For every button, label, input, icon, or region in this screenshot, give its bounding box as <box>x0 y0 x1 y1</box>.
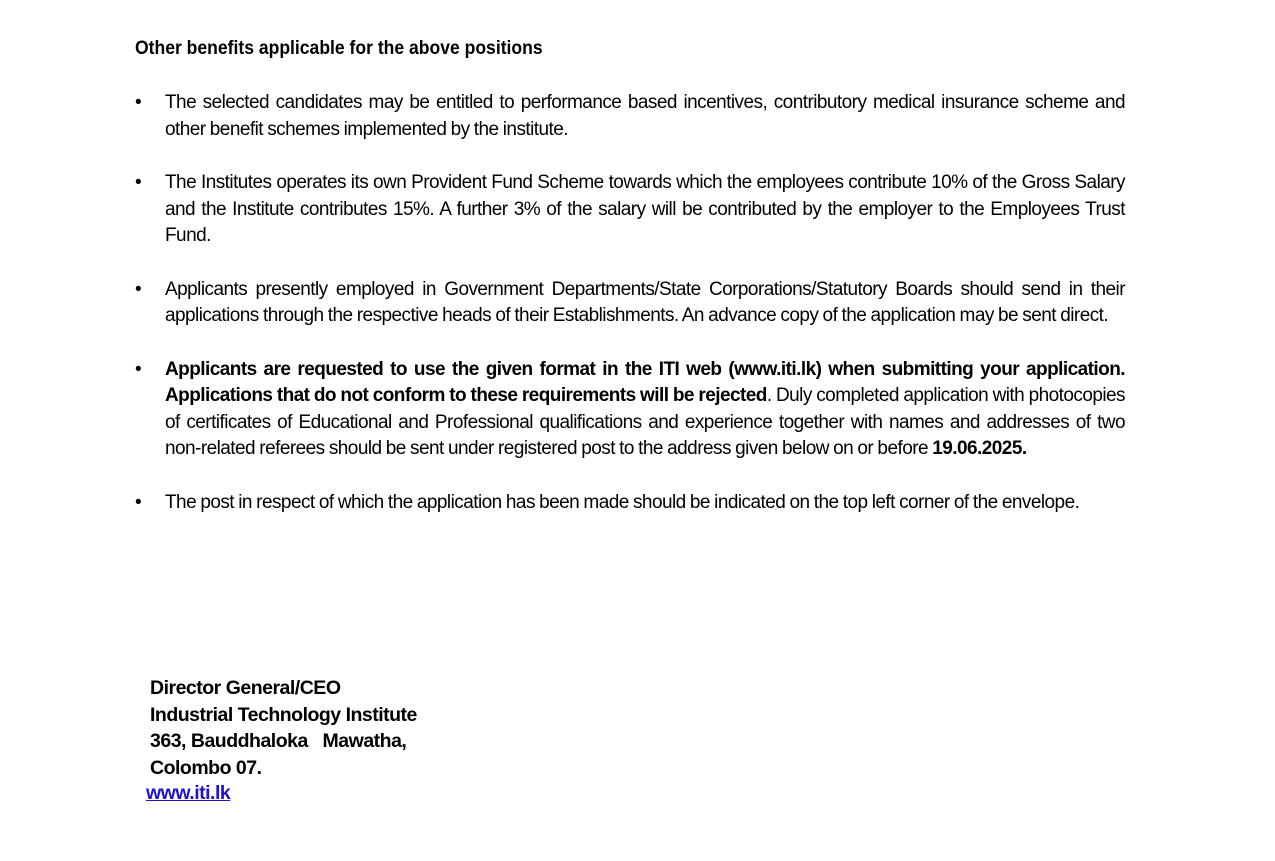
bullet-icon: • <box>135 172 142 193</box>
list-item <box>135 90 1125 143</box>
list-item-text: The selected candidates may be entitled to performance based incentives, contributory medical insurance scheme and other benefit schemes implemented by the institute. <box>165 92 1125 140</box>
list-item <box>135 170 1125 250</box>
list-item <box>135 490 1125 517</box>
list-item-text: . Duly completed application with photocopies of certificates of Educational and Professional qualifications and experience together with names and addresses of two non-related referees should be sent under registered post to the address given below on or before <box>165 385 1125 459</box>
address-line-city: Colombo 07. <box>150 756 262 779</box>
list-item-bold-lead: Applicants are requested to use the given format in the ITI web (www.iti.lk) when submitting your application. Applications that do not conform to these requirements will be rejected <box>165 358 1125 406</box>
address-line-title: Director General/CEO <box>150 677 341 699</box>
address-line-organization: Industrial Technology Institute <box>150 703 417 726</box>
list-item-text: The post in respect of which the application has been made should be indicated on the top left corner of the envelope. <box>165 491 1080 513</box>
section-heading: Other benefits applicable for the above positions <box>135 37 543 59</box>
website-link[interactable]: www.iti.lk <box>146 782 231 804</box>
mailing-address <box>150 675 417 781</box>
list-item-text: Applicants presently employed in Government Departments/State Corporations/Statutory Boards should send in their applications through the respective heads of their Establishments. An advance copy of the application may be sent direct. <box>165 278 1125 326</box>
benefits-list <box>135 90 1125 516</box>
bullet-icon: • <box>135 92 142 113</box>
list-item-text: The Institutes operates its own Provident Fund Scheme towards which the employees contribute 10% of the Gross Salary and the Institute contributes 15%. A further 3% of the salary will be contributed by the employer to the Employees Trust Fund. <box>165 172 1125 246</box>
bullet-icon: • <box>135 278 142 300</box>
bullet-icon: • <box>135 491 142 513</box>
list-item <box>135 357 1125 463</box>
address-line-street: 363, Bauddhaloka Mawatha, <box>150 730 407 752</box>
deadline-date: 19.06.2025. <box>932 438 1027 459</box>
bullet-icon: • <box>135 358 142 380</box>
list-item <box>135 277 1125 330</box>
